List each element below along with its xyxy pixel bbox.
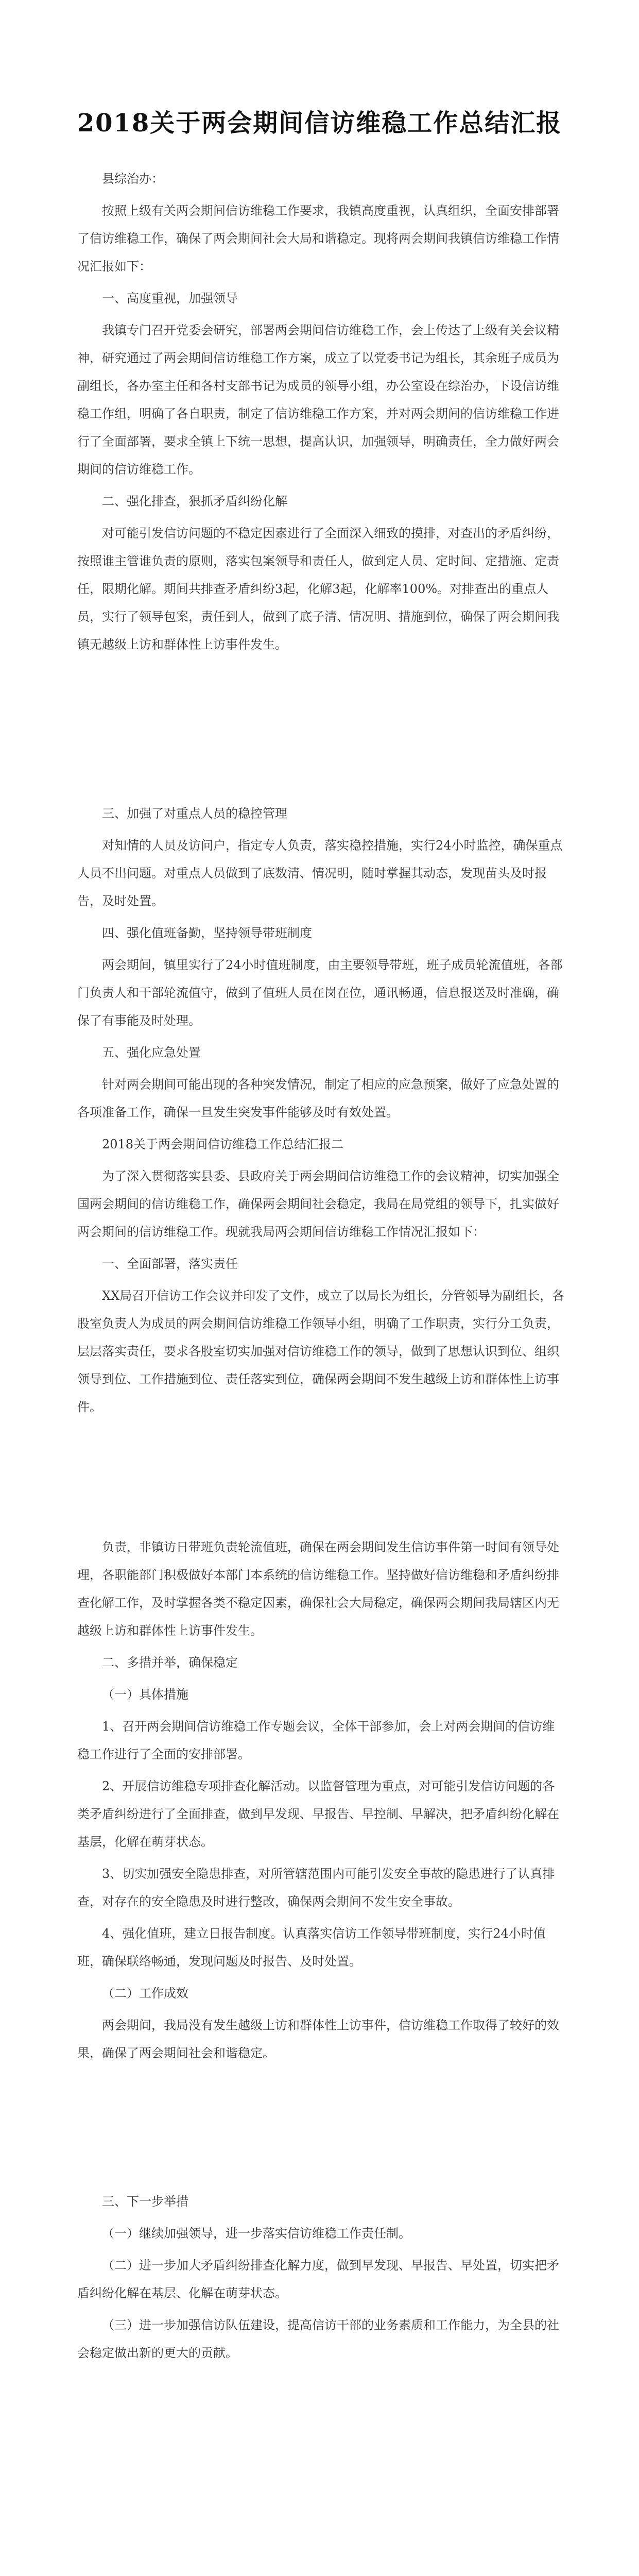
paragraph: （二）进一步加大矛盾纠纷排查化解力度，做到早发现、早报告、早处置，切实把矛盾纠纷化解在基层、化解在萌芽状态。 — [77, 2258, 559, 2300]
paragraph: 按照上级有关两会期间信访维稳工作要求，我镇高度重视，认真组织，全面安排部署了信访维稳工作，确保了两会期间社会大局和谐稳定。现将两会期间我镇信访维稳工作情况汇报如下： — [77, 204, 559, 274]
paragraph: （三）进一步加强信访队伍建设，提高信访干部的业务素质和工作能力，为全县的社会稳定做出新的更大的贡献。 — [77, 2318, 559, 2360]
paragraph: 对可能引发信访问题的不稳定因素进行了全面深入细致的摸排，对查出的矛盾纠纷，按照谁主管谁负责的原则，落实包案领导和责任人，做到定人员、定时间、定措施、定责任，限期化解。期间共排查矛盾纠纷3起，化解3起，化解率100%。对排查出的重点人员，实行了领导包案，责任到人，做到了底子清、情况明、措施到位，确保了两会期间我镇无越级上访和群体性上访事件发生。 — [77, 526, 559, 652]
paragraph: 两会期间，镇里实行了24小时值班制度，由主要领导带班，班子成员轮流值班，各部门负责人和干部轮流值守，做到了值班人员在岗在位，通讯畅通，信息报送及时准确，确保了有事能及时处理。 — [77, 958, 563, 1028]
subsection-heading: （一）具体措施 — [102, 1687, 188, 1702]
paragraph: （一）继续加强领导，进一步落实信访维稳工作责任制。 — [102, 2226, 411, 2241]
section-heading: 二、强化排查，狠抓矛盾纠纷化解 — [102, 494, 287, 509]
paragraph: 3、切实加强安全隐患排查，对所管辖范围内可能引发安全事故的隐患进行了认真排查，对存在的安全隐患及时进行整改，确保两会期间不发生安全事故。 — [77, 1867, 555, 1909]
subsection-heading: （二）工作成效 — [102, 1986, 188, 2001]
page-break-space — [77, 663, 566, 796]
subtitle-two: 2018关于两会期间信访维稳工作总结汇报二 — [102, 1137, 344, 1151]
paragraph: 两会期间，我局没有发生越级上访和群体性上访事件，信访维稳工作取得了较好的效果，确保了两会期间社会和谐稳定。 — [77, 2018, 559, 2060]
section-heading: 二、多措并举，确保稳定 — [102, 1655, 238, 1670]
document-body — [77, 165, 566, 2371]
paragraph: 我镇专门召开党委会研究，部署两会期间信访维稳工作，会上传达了上级有关会议精神，研究通过了两会期间信访维稳工作方案，成立了以党委书记为组长，其余班子成员为副组长，各办室主任和各村支部书记为成员的领导小组，办公室设在综治办，下设信访维稳工作组，明确了各自职责，制定了信访维稳工作方案，并对两会期间的信访维稳工作进行了全面部署，要求全镇上下统一思想，提高认识，加强领导，明确责任，全力做好两会期间的信访维稳工作。 — [77, 323, 559, 477]
paragraph: 对知情的人员及访问户，指定专人负责，落实稳控措施，实行24小时监控，确保重点人员不出问题。对重点人员做到了底数清、情况明，随时掌握其动态，发现苗头及时报告，及时处置。 — [77, 838, 563, 908]
section-heading: 五、强化应急处置 — [102, 1045, 201, 1060]
section-heading: 一、全面部署，落实责任 — [102, 1257, 238, 1271]
paragraph: 2、开展信访维稳专项排查化解活动。以监督管理为重点，对可能引发信访问题的各类矛盾纠纷进行了全面排查，做到早发现、早报告、早控制、早解决，把矛盾纠纷化解在基层，化解在萌芽状态。 — [77, 1779, 559, 1849]
paragraph: 针对两会期间可能出现的各种突发情况，制定了相应的应急预案，做好了应急处置的各项准备工作，确保一旦发生突发事件能够及时有效处置。 — [77, 1077, 559, 1120]
paragraph: 负责，非镇访日带班负责轮流值班，确保在两会期间发生信访事件第一时间有领导处理，各职能部门积极做好本部门本系统的信访维稳工作。坚持做好信访维稳和矛盾纠纷排查化解工作，及时掌握各类不稳定因素，确保社会大局稳定，确保两会期间我局辖区内无越级上访和群体性上访事件发生。 — [77, 1540, 559, 1638]
page-break-space — [77, 1425, 566, 1533]
paragraph: XX局召开信访工作会议并印发了文件，成立了以局长为组长，分管领导为副组长，各股室负责人为成员的两会期间信访维稳工作领导小组，明确了工作职责，实行分工负责，层层落实责任，要求各股室切实加强对信访维稳工作的领导，做到了思想认识到位、组织领导到位、工作措施到位、责任落实到位，确保两会期间不发生越级上访和群体性上访事件。 — [77, 1289, 565, 1414]
salutation: 县综治办： — [102, 172, 164, 186]
paragraph: 4、强化值班，建立日报告制度。认真落实信访工作领导带班制度，实行24小时值班，确保联络畅通，发现问题及时报告、及时处置。 — [77, 1926, 546, 1969]
section-heading: 三、下一步举措 — [102, 2194, 188, 2209]
section-heading: 一、高度重视，加强领导 — [102, 291, 238, 306]
section-heading: 三、加强了对重点人员的稳控管理 — [102, 806, 287, 821]
section-heading: 四、强化值班备勤，坚持领导带班制度 — [102, 926, 312, 940]
document-title: 2018关于两会期间信访维稳工作总结汇报 — [77, 109, 562, 138]
paragraph: 为了深入贯彻落实县委、县政府关于两会期间信访维稳工作的会议精神，切实加强全国两会期间的信访维稳工作，确保两会期间社会稳定，我局在局党组的领导下，扎实做好两会期间的信访维稳工作。现就我局两会期间信访维稳工作情况汇报如下： — [77, 1169, 559, 1239]
paragraph: 1、召开两会期间信访维稳工作专题会议，全体干部参加，会上对两会期间的信访维稳工作进行了全面的安排部署。 — [77, 1719, 555, 1761]
page-break-space — [77, 2071, 566, 2184]
